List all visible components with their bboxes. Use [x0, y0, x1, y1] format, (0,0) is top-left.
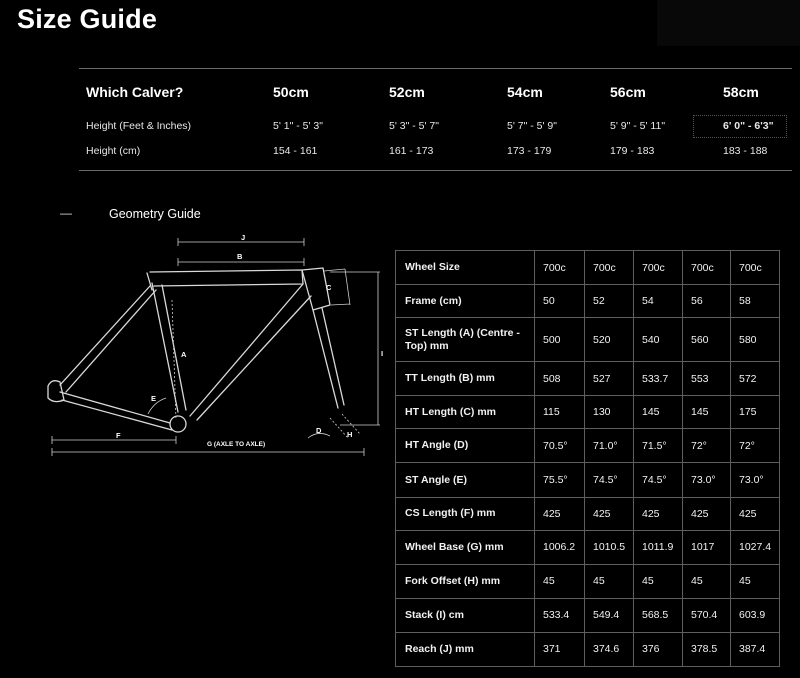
- height-cm-label: Height (cm): [86, 145, 141, 157]
- geometry-cell: 130: [585, 396, 634, 429]
- geometry-cell: 58: [731, 285, 780, 318]
- geometry-cell: 74.5°: [585, 463, 634, 497]
- geometry-cell: 700c: [731, 251, 780, 285]
- geometry-cell: 73.0°: [731, 463, 780, 497]
- geometry-cell: 1011.9: [634, 530, 683, 564]
- geometry-row: [396, 318, 780, 362]
- geometry-cell: 560: [683, 318, 731, 362]
- feet-52: 5' 3" - 5' 7": [389, 120, 439, 132]
- geometry-cell: 72°: [683, 429, 731, 463]
- geometry-cell: 145: [634, 396, 683, 429]
- geometry-row: [396, 463, 780, 497]
- geometry-row: [396, 285, 780, 318]
- top-right-panel: [657, 0, 800, 46]
- cm-56: 179 - 183: [610, 145, 655, 157]
- geometry-table: [395, 250, 780, 667]
- geometry-cell: 374.6: [585, 632, 634, 666]
- geometry-cell: 56: [683, 285, 731, 318]
- geometry-cell: 527: [585, 362, 634, 396]
- geometry-cell: 700c: [634, 251, 683, 285]
- geometry-cell: 425: [535, 497, 585, 530]
- geometry-cell: 425: [634, 497, 683, 530]
- geometry-cell: 371: [535, 632, 585, 666]
- geometry-cell: 700c: [535, 251, 585, 285]
- geometry-cell: 75.5°: [535, 463, 585, 497]
- feet-58: 6' 0" - 6'3": [723, 120, 774, 132]
- label-E: E: [151, 394, 157, 403]
- geometry-table-body: [396, 251, 780, 667]
- geometry-cell: 376: [634, 632, 683, 666]
- geometry-row-label: HT Length (C) mm: [396, 396, 535, 429]
- geometry-row: [396, 251, 780, 285]
- geometry-cell: 145: [683, 396, 731, 429]
- geometry-cell: 378.5: [683, 632, 731, 666]
- geometry-cell: 45: [731, 564, 780, 598]
- geometry-cell: 1010.5: [585, 530, 634, 564]
- geometry-row-label: HT Angle (D): [396, 429, 535, 463]
- geometry-cell: 50: [535, 285, 585, 318]
- geometry-cell: 72°: [731, 429, 780, 463]
- geometry-row-label: Frame (cm): [396, 285, 535, 318]
- geometry-cell: 700c: [585, 251, 634, 285]
- geometry-cell: 580: [731, 318, 780, 362]
- geometry-cell: 1027.4: [731, 530, 780, 564]
- geometry-row: [396, 362, 780, 396]
- geometry-row: [396, 564, 780, 598]
- cm-50: 154 - 161: [273, 145, 318, 157]
- feet-50: 5' 1" - 5' 3": [273, 120, 323, 132]
- label-D: D: [316, 426, 322, 435]
- feet-56: 5' 9" - 5' 11": [610, 120, 666, 132]
- geometry-cell: 71.5°: [634, 429, 683, 463]
- geometry-cell: 387.4: [731, 632, 780, 666]
- geometry-cell: 1006.2: [535, 530, 585, 564]
- geometry-cell: 175: [731, 396, 780, 429]
- geometry-cell: 520: [585, 318, 634, 362]
- geometry-cell: 54: [634, 285, 683, 318]
- geometry-cell: 45: [634, 564, 683, 598]
- bike-frame-diagram: [38, 226, 392, 462]
- label-F: F: [116, 431, 121, 440]
- geometry-cell: 71.0°: [585, 429, 634, 463]
- label-H: H: [347, 430, 353, 439]
- geometry-cell: 1017: [683, 530, 731, 564]
- size-header-row: [79, 84, 792, 104]
- section-dash: —: [60, 206, 72, 220]
- geometry-row-label: ST Length (A) (Centre - Top) mm: [396, 318, 535, 362]
- geometry-cell: 533.7: [634, 362, 683, 396]
- geometry-cell: 568.5: [634, 598, 683, 632]
- label-I: I: [381, 349, 384, 358]
- geometry-cell: 74.5°: [634, 463, 683, 497]
- size-54: 54cm: [507, 84, 543, 100]
- cm-58: 183 - 188: [723, 145, 768, 157]
- height-feet-row: [79, 120, 792, 140]
- geometry-cell: 700c: [683, 251, 731, 285]
- geometry-row: [396, 598, 780, 632]
- geometry-row-label: Fork Offset (H) mm: [396, 564, 535, 598]
- cm-54: 173 - 179: [507, 145, 552, 157]
- geometry-row: [396, 396, 780, 429]
- label-B: B: [237, 252, 243, 261]
- label-C: C: [326, 283, 332, 292]
- geometry-row: [396, 530, 780, 564]
- geometry-cell: 425: [683, 497, 731, 530]
- size-58: 58cm: [723, 84, 759, 100]
- geometry-row: [396, 429, 780, 463]
- geometry-cell: 70.5°: [535, 429, 585, 463]
- size-56: 56cm: [610, 84, 646, 100]
- geometry-cell: 45: [535, 564, 585, 598]
- page-title: Size Guide: [17, 4, 158, 34]
- geometry-row-label: CS Length (F) mm: [396, 497, 535, 530]
- geometry-row-label: ST Angle (E): [396, 463, 535, 497]
- frame-outline: [48, 268, 344, 432]
- geometry-guide-title: Geometry Guide: [109, 207, 201, 221]
- geometry-cell: 45: [585, 564, 634, 598]
- geometry-row-label: TT Length (B) mm: [396, 362, 535, 396]
- size-chart: [79, 68, 792, 171]
- height-feet-label: Height (Feet & Inches): [86, 120, 192, 132]
- geometry-row-label: Wheel Size: [396, 251, 535, 285]
- geometry-cell: 553: [683, 362, 731, 396]
- geometry-row-label: Reach (J) mm: [396, 632, 535, 666]
- label-J: J: [241, 233, 246, 242]
- geometry-cell: 73.0°: [683, 463, 731, 497]
- geometry-cell: 549.4: [585, 598, 634, 632]
- size-52: 52cm: [389, 84, 425, 100]
- geometry-cell: 425: [585, 497, 634, 530]
- geometry-cell: 52: [585, 285, 634, 318]
- geometry-row-label: Stack (I) cm: [396, 598, 535, 632]
- size-50: 50cm: [273, 84, 309, 100]
- diagram-labels: [116, 233, 383, 448]
- geometry-cell: 45: [683, 564, 731, 598]
- label-A: A: [181, 350, 187, 359]
- geometry-cell: 533.4: [535, 598, 585, 632]
- geometry-cell: 115: [535, 396, 585, 429]
- geometry-cell: 508: [535, 362, 585, 396]
- geometry-cell: 603.9: [731, 598, 780, 632]
- geometry-cell: 500: [535, 318, 585, 362]
- geometry-row-label: Wheel Base (G) mm: [396, 530, 535, 564]
- height-cm-row: [79, 145, 792, 165]
- geometry-cell: 540: [634, 318, 683, 362]
- geometry-cell: 425: [731, 497, 780, 530]
- which-calver-label: Which Calver?: [86, 84, 184, 100]
- geometry-row: [396, 632, 780, 666]
- geometry-cell: 572: [731, 362, 780, 396]
- cm-52: 161 - 173: [389, 145, 434, 157]
- label-G: G (AXLE TO AXLE): [207, 441, 266, 448]
- feet-54: 5' 7" - 5' 9": [507, 120, 557, 132]
- geometry-row: [396, 497, 780, 530]
- geometry-cell: 570.4: [683, 598, 731, 632]
